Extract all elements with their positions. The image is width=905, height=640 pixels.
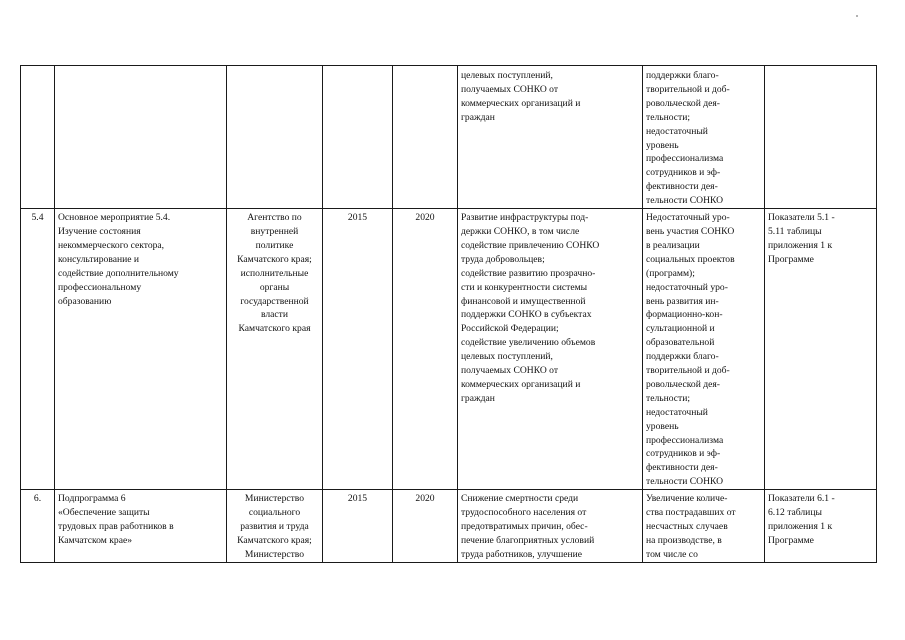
start-year (323, 66, 393, 209)
table-row (21, 209, 877, 490)
non-implementation-consequences: поддержки благо- творительной и доб- ровольческой дея- тельности; недостаточный уровень профессионализма сотрудников и эф- фективности дея- тельности СОНКО (643, 66, 765, 209)
start-year: 2015 (323, 209, 393, 490)
measure-name (55, 66, 227, 209)
program-measures-table (20, 65, 877, 563)
related-indicators: Показатели 5.1 - 5.11 таблицы приложения 1 к Программе (765, 209, 877, 490)
non-implementation-consequences: Увеличение количе- ства пострадавших от несчастных случаев на производстве, в том числе со (643, 490, 765, 563)
non-implementation-consequences: Недостаточный уро- вень участия СОНКО в реализации социальных проектов (программ); недостаточный уро- вень развития ин- формационно-кон- сультационной и образовательной поддержки благо- творительной и доб- ровольческой дея- тельности; недостаточный уровень профессионализма сотрудников и эф- фективности дея- тельности СОНКО (643, 209, 765, 490)
measure-name: Подпрограмма 6 «Обеспечение защиты трудовых прав работников в Камчатском крае» (55, 490, 227, 563)
expected-result: Развитие инфраструктуры под- держки СОНКО, в том числе содействие привлечению СОНКО труда добровольцев; содействие развитию прозрачно- сти и конкурентности системы финансовой и имущественной поддержки СОНКО в субъектах Российской Федерации; содействие увеличению объемов целевых поступлений, получаемых СОНКО от коммерческих организаций и граждан (458, 209, 643, 490)
related-indicators: Показатели 6.1 - 6.12 таблицы приложения 1 к Программе (765, 490, 877, 563)
start-year: 2015 (323, 490, 393, 563)
responsible-executor (227, 66, 323, 209)
responsible-executor: Агентство по внутренней политике Камчатского края; исполнительные органы государственной власти Камчатского края (227, 209, 323, 490)
scan-speck (856, 15, 858, 17)
expected-result: Снижение смертности среди трудоспособного населения от предотвратимых причин, обес- печение благоприятных условий труда работников, улучшение (458, 490, 643, 563)
related-indicators (765, 66, 877, 209)
end-year: 2020 (393, 209, 458, 490)
row-number: 6. (21, 490, 55, 563)
end-year (393, 66, 458, 209)
end-year: 2020 (393, 490, 458, 563)
measure-name: Основное мероприятие 5.4. Изучение состояния некоммерческого сектора, консультирование и содействие дополнительному профессиональному образованию (55, 209, 227, 490)
expected-result: целевых поступлений, получаемых СОНКО от коммерческих организаций и граждан (458, 66, 643, 209)
row-number: 5.4 (21, 209, 55, 490)
table-row (21, 490, 877, 563)
row-number (21, 66, 55, 209)
table-row (21, 66, 877, 209)
responsible-executor: Министерство социального развития и труда Камчатского края; Министерство (227, 490, 323, 563)
